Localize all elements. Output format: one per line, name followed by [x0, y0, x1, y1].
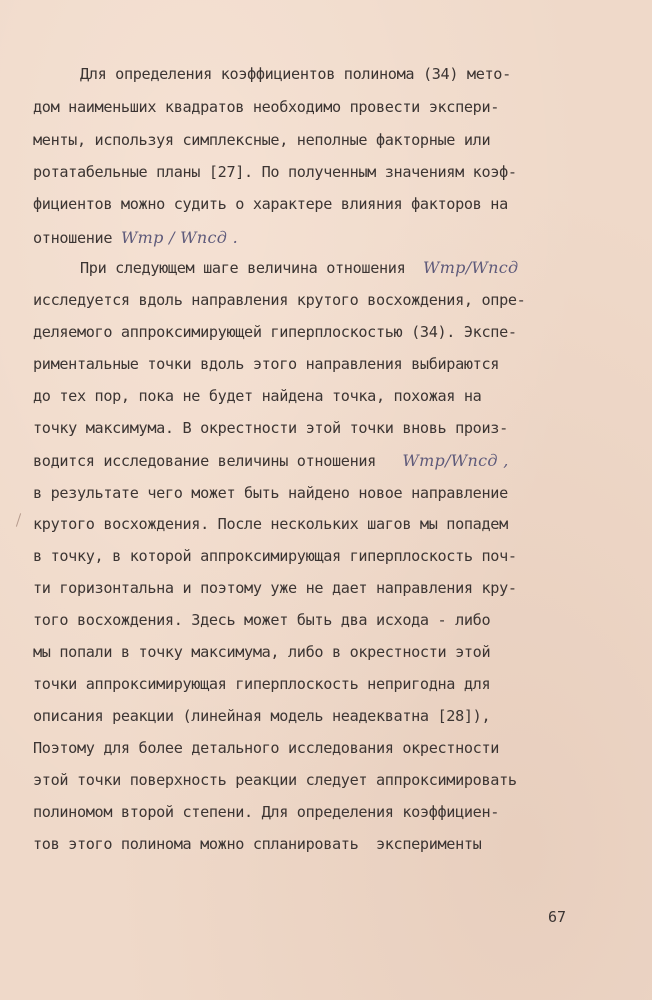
- line-text: до тех пор, пока не будет найдена точка, похожая на: [33, 387, 482, 405]
- text-line: [33, 610, 490, 630]
- text-line: [33, 738, 499, 758]
- line-text: того восхождения. Здесь может быть два исхода - либо: [33, 611, 491, 629]
- line-text: крутого восхождения. После нескольких шагов мы попадем: [33, 515, 508, 533]
- text-line: [80, 258, 518, 278]
- text-line: [33, 483, 508, 503]
- text-line: [33, 130, 490, 150]
- line-text: При следующем шаге величина отношения: [80, 259, 423, 277]
- text-line: [33, 194, 508, 214]
- text-line: [33, 322, 517, 342]
- text-line: [33, 642, 490, 662]
- line-text: отношение: [33, 229, 121, 247]
- text-line: [33, 97, 499, 117]
- text-line: [33, 546, 517, 566]
- text-line: [80, 64, 511, 84]
- line-text: описания реакции (линейная модель неадекватна [28]),: [33, 707, 491, 725]
- line-text: ти горизонтальна и поэтому уже не дает направления кру-: [33, 579, 517, 597]
- line-text: водится исследование величины отношения: [33, 452, 403, 470]
- line-text: Поэтому для более детального исследования окрестности: [33, 739, 500, 757]
- line-text: мы попали в точку максимума, либо в окрестности этой: [33, 643, 491, 661]
- text-line: [33, 354, 499, 374]
- text-line: [33, 578, 517, 598]
- text-line: [33, 386, 481, 406]
- line-text: полиномом второй степени. Для определения коэффициен-: [33, 803, 500, 821]
- margin-mark: [16, 513, 21, 527]
- text-line: [33, 451, 509, 471]
- line-text: тов этого полинома можно спланировать эксперименты: [33, 835, 482, 853]
- text-line: [33, 162, 517, 182]
- handwritten-ratio: Wтр/Wпсд: [422, 258, 519, 277]
- text-line: [33, 834, 481, 854]
- text-line: [33, 674, 490, 694]
- line-text: в точку, в которой аппроксимирующая гиперплоскость поч-: [33, 547, 517, 565]
- handwritten-ratio: Wтр/Wпсд ,: [402, 451, 509, 470]
- text-line: [33, 418, 508, 438]
- text-line: [33, 770, 517, 790]
- line-text: дом наименьших квадратов необходимо провести экспери-: [33, 98, 500, 116]
- text-line: [33, 290, 525, 310]
- line-text: риментальные точки вдоль этого направления выбираются: [33, 355, 500, 373]
- line-text: этой точки поверхность реакции следует аппроксимировать: [33, 771, 517, 789]
- line-text: точки аппроксимирующая гиперплоскость непригодна для: [33, 675, 491, 693]
- text-line: [33, 228, 238, 248]
- line-text: Для определения коэффициентов полинома (34) мето-: [80, 65, 511, 83]
- line-text: в результате чего может быть найдено новое направление: [33, 484, 508, 502]
- text-line: [33, 514, 508, 534]
- text-line: [33, 706, 490, 726]
- handwritten-ratio: Wтр / Wпсд .: [120, 228, 238, 247]
- line-text: фициентов можно судить о характере влияния факторов на: [33, 195, 508, 213]
- text-line: [33, 802, 499, 822]
- page-number: 67: [548, 908, 567, 926]
- line-text: деляемого аппроксимирующей гиперплоскостью (34). Экспе-: [33, 323, 517, 341]
- line-text: исследуется вдоль направления крутого восхождения, опре-: [33, 291, 526, 309]
- line-text: ротатабельные планы [27]. По полученным значениям коэф-: [33, 163, 517, 181]
- line-text: точку максимума. В окрестности этой точки вновь произ-: [33, 419, 508, 437]
- line-text: менты, используя симплексные, неполные факторные или: [33, 131, 491, 149]
